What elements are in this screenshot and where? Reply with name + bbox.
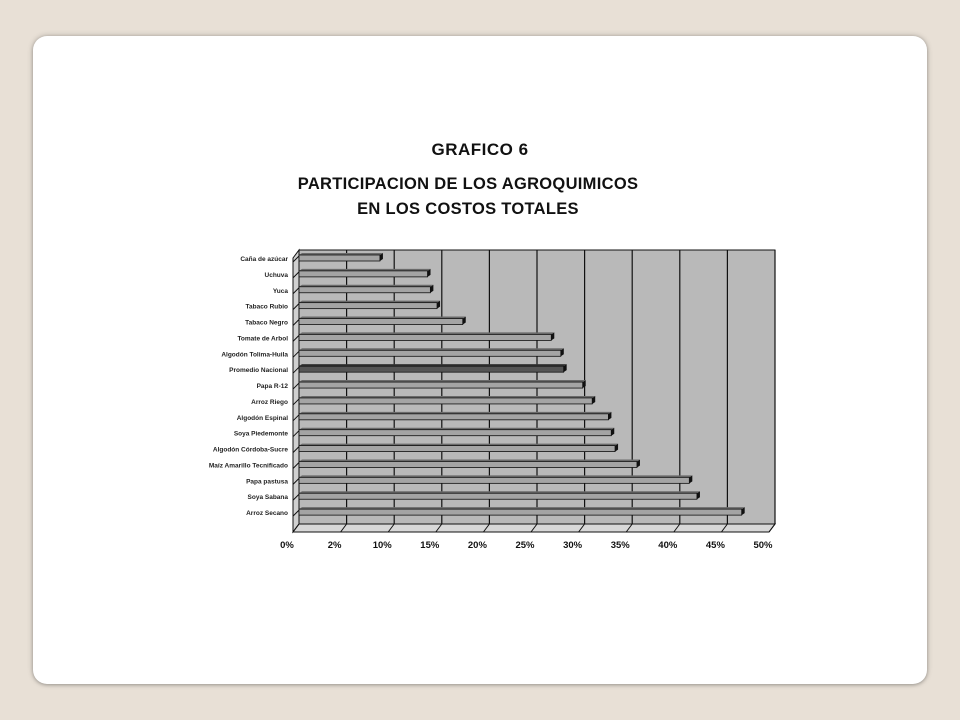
chart-title-line-2: EN LOS COSTOS TOTALES bbox=[357, 200, 579, 218]
bar bbox=[299, 461, 637, 467]
category-label: Caña de azúcar bbox=[240, 256, 288, 263]
category-label: Algodón Córdoba-Sucre bbox=[212, 446, 288, 454]
category-label: Tabaco Rubio bbox=[245, 303, 288, 311]
category-label: Maíz Amarillo Tecnificado bbox=[208, 462, 288, 470]
category-label: Soya Piedemonte bbox=[233, 430, 288, 438]
bar bbox=[299, 255, 380, 261]
bar bbox=[299, 430, 611, 436]
x-tick-label: 45% bbox=[705, 540, 725, 551]
x-tick-label: 10% bbox=[372, 540, 392, 551]
bar bbox=[299, 509, 742, 515]
category-label: Soya Sabana bbox=[247, 494, 288, 502]
category-label: Papa R-12 bbox=[256, 383, 288, 391]
category-label: Tomate de Arbol bbox=[237, 335, 288, 343]
bar bbox=[299, 477, 689, 483]
x-tick-label: 20% bbox=[467, 540, 487, 551]
x-tick-label: 35% bbox=[610, 540, 630, 551]
bar bbox=[299, 414, 608, 420]
category-label: Papa pastusa bbox=[246, 478, 288, 486]
chart-title-line-1: PARTICIPACION DE LOS AGROQUIMICOS bbox=[297, 175, 639, 193]
category-label: Arroz Riego bbox=[251, 398, 288, 406]
bar bbox=[299, 398, 592, 404]
bar-highlight bbox=[299, 366, 564, 372]
bar bbox=[299, 319, 463, 325]
category-label: Algodón Tolima-Huila bbox=[221, 351, 288, 359]
bar bbox=[299, 271, 428, 277]
x-tick-label: 15% bbox=[420, 540, 440, 551]
x-tick-label: 40% bbox=[658, 540, 678, 551]
category-label: Uchuva bbox=[264, 271, 288, 279]
x-tick-label: 0% bbox=[280, 540, 294, 551]
x-tick-label: 25% bbox=[515, 540, 535, 551]
x-tick-label: 30% bbox=[563, 540, 583, 551]
x-tick-label: 2% bbox=[327, 540, 342, 551]
bar bbox=[299, 303, 437, 309]
category-label: Algodón Espinal bbox=[236, 414, 288, 422]
bar bbox=[299, 350, 561, 356]
chart-title-partial: GRAFICO 6 bbox=[431, 140, 529, 159]
bar bbox=[299, 382, 583, 388]
bar bbox=[299, 493, 697, 499]
category-label: Yuca bbox=[272, 287, 288, 295]
category-label: Arroz Secano bbox=[246, 510, 288, 518]
category-label: Tabaco Negro bbox=[245, 319, 288, 327]
category-label: Promedio Nacional bbox=[229, 367, 288, 375]
bar bbox=[299, 334, 551, 340]
x-tick-label: 50% bbox=[753, 540, 773, 551]
bar bbox=[299, 446, 615, 452]
bar bbox=[299, 287, 430, 293]
